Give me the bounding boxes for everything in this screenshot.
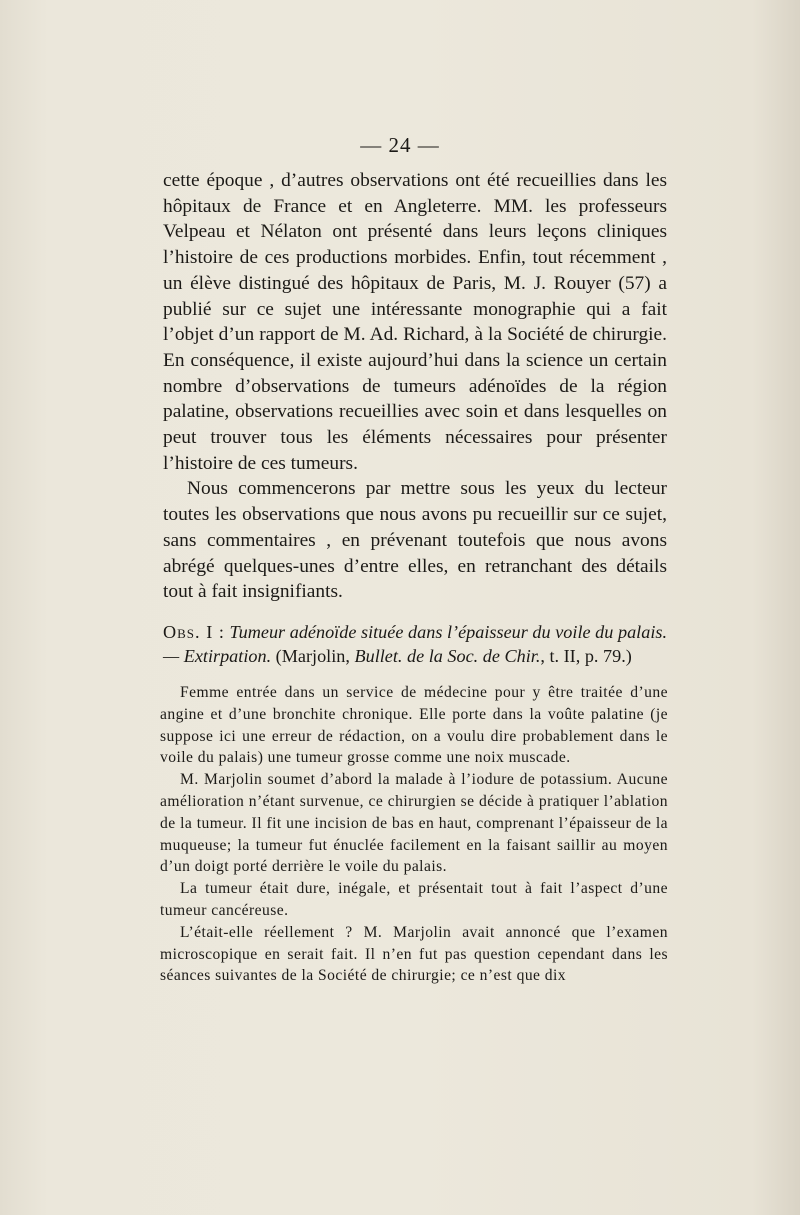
body-paragraph-2: Nous commencerons par mettre sous les yeux du lecteur toutes les observations que nous avons pu recueillir sur ce sujet, sans commentaires , en prévenant toutefois que nous avons abrégé quelques-unes d’entre elles, en retranchant des détails tout à fait insignifiants. [163, 478, 667, 603]
observation-paragraph-4: L’était-elle réellement ? M. Marjolin avait annoncé que l’examen microscopique en serait fait. Il n’en fut pas question cependant dans les séances suivantes de la Société de chirurgie; ce n’est que dix [160, 923, 668, 985]
observation-source-journal: Bullet. de la Soc. de Chir. [354, 646, 541, 666]
observation-source-close: , t. II, p. 79.) [540, 646, 632, 666]
observation-text [160, 682, 668, 987]
observation-source-open: (Marjolin, [275, 646, 350, 666]
page-number: — 24 — [360, 133, 440, 157]
observation-label: Obs. I : [163, 622, 225, 642]
observation-paragraph-3: La tumeur était dure, inégale, et présentait tout à fait l’aspect d’une tumeur cancéreuse. [160, 880, 668, 919]
body-paragraph-1: cette époque , d’autres observations ont été recueillies dans les hôpitaux de France et en Angleterre. MM. les professeurs Velpeau et Nélaton ont présenté dans leurs leçons cliniques l’histoire de ces productions morbides. Enfin, tout récemment , un élève distingué des hôpitaux de Paris, M. J. Rouyer (57) a publié sur ce sujet une intéressante monographie qui a fait l’objet d’un rapport de M. Ad. Richard, à la Société de chirurgie. En conséquence, il existe aujourd’hui dans la science un certain nombre d’observations de tumeurs adénoïdes de la région palatine, observations recueillies avec soin et dans lesquelles on peut trouver tous les éléments nécessaires pour présenter l’histoire de ces tumeurs. [163, 170, 667, 474]
observation-paragraph-1: Femme entrée dans un service de médecine pour y être traitée d’une angine et d’une bronchite chronique. Elle porte dans la voûte palatine (je suppose ici une erreur de rédaction, on a voulu dire probablement dans le voile du palais) une tumeur grosse comme une noix muscade. [160, 684, 668, 767]
main-text [163, 168, 667, 605]
observation-heading [163, 620, 667, 668]
observation-title: Tumeur adénoïde située dans l’épaisseur du voile du palais. — Extirpation. [163, 622, 667, 666]
observation-paragraph-2: M. Marjolin soumet d’abord la malade à l’iodure de potassium. Aucune amélioration n’étant survenue, ce chirurgien se décide à pratiquer l’ablation de la tumeur. Il fit une incision de bas en haut, comprenant l’épaisseur de la muqueuse; la tumeur fut énuclée facilement en la faisant saillir au moyen d’un doigt porté derrière le voile du palais. [160, 771, 668, 876]
